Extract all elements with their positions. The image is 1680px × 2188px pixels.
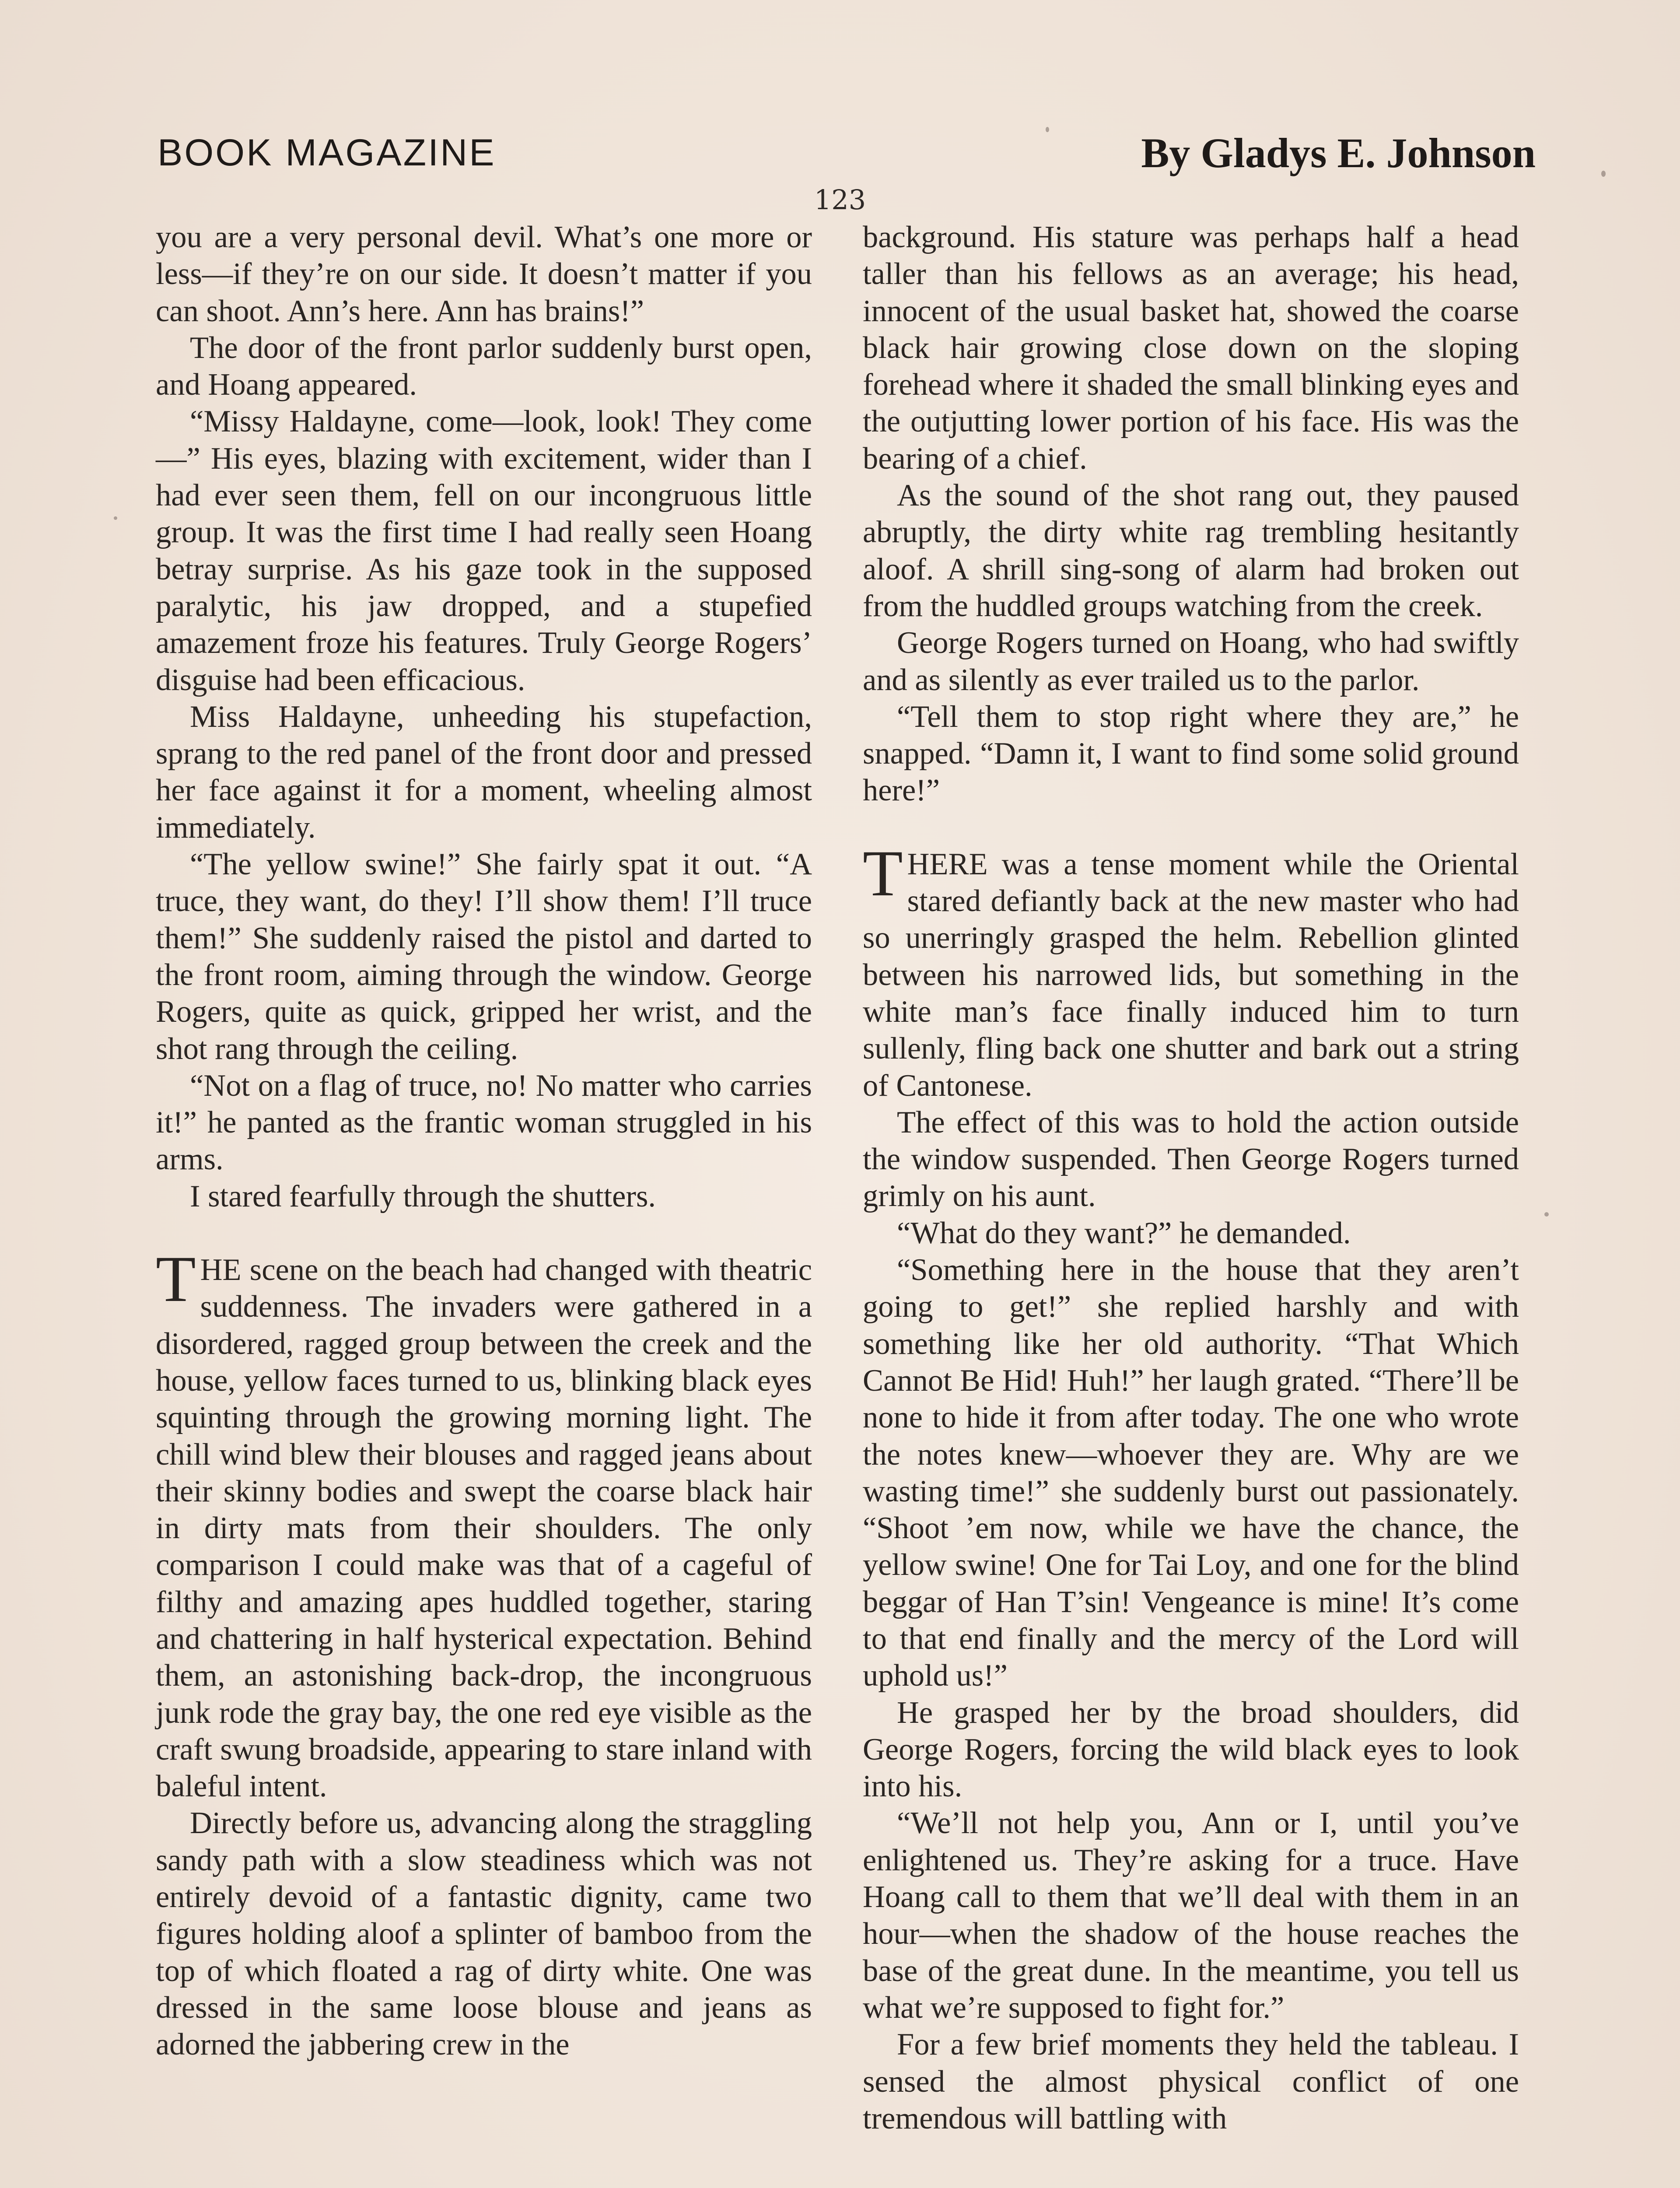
paragraph: “Not on a flag of truce, no! No matter who carries it!” he panted as the frantic woman struggled in his arms.	[156, 1068, 812, 1177]
paragraph: George Rogers turned on Hoang, who had swiftly and as silently as ever trailed us to the parlor.	[863, 626, 1519, 697]
paper-speck	[1544, 1212, 1549, 1217]
paragraph: background. His stature was perhaps half a head taller than his fellows as an average; his head, innocent of the usual basket hat, showed the coarse black hair growing close down on the sloping forehead where it shaded the small blinking eyes and the outjutting lower portion of his face. His was the bearing of a chief.	[863, 220, 1519, 476]
paragraph: “What do they want?” he demanded.	[897, 1216, 1351, 1250]
paragraph: “Missy Haldayne, come—look, look! They come—” His eyes, blazing with excitement, wider than I had ever seen them, fell on our incongruous little group. It was the first time I had really seen Hoang betray surprise. As his gaze took in the supposed paralytic, his jaw dropped, and a stupefied amazement froze his features. Truly George Rogers’ disguise had been efficacious.	[156, 404, 812, 697]
paragraph: Directly before us, advancing along the straggling sandy path with a slow steadiness which was not entirely devoid of a fantastic dignity, came two figures holding aloof a splinter of bamboo from the top of which floated a rag of dirty white. One was dressed in the same loose blouse and jeans as adorned the jabbering crew in the	[156, 1806, 812, 2062]
paragraph: you are a very personal devil. What’s one more or less—if they’re on our side. It doesn’t matter if you can shoot. Ann’s here. Ann has brains!”	[156, 220, 812, 328]
paragraph: “The yellow swine!” She fairly spat it out. “A truce, they want, do they! I’ll show them! I’ll truce them!” She suddenly raised the pistol and darted to the front room, aiming through the window. George Rogers, quite as quick, gripped her wrist, and the shot rang through the ceiling.	[156, 847, 812, 1066]
paragraph: The door of the front parlor suddenly burst open, and Hoang appeared.	[156, 330, 812, 402]
paragraph: He grasped her by the broad shoulders, did George Rogers, forcing the wild black eyes to look into his.	[863, 1695, 1519, 1804]
magazine-title: BOOK MAGAZINE	[158, 132, 496, 174]
paper-speck	[1046, 127, 1049, 132]
right-column	[863, 219, 1519, 2137]
paragraph: I stared fearfully through the shutters.	[190, 1179, 656, 1213]
paragraph: As the sound of the shot rang out, they paused abruptly, the dirty white rag trembling hesitantly aloof. A shrill sing-song of alarm had broken out from the huddled groups watching from the creek.	[863, 478, 1519, 623]
paragraph: “We’ll not help you, Ann or I, until you’ve enlightened us. They’re asking for a truce. Have Hoang call to them that we’ll deal with them in an hour—when the shadow of the house reaches the base of the great dune. In the meantime, you tell us what we’re supposed to fight for.”	[863, 1806, 1519, 2025]
left-column	[156, 219, 812, 2063]
paper-speck	[1601, 171, 1606, 177]
paragraph: The effect of this was to hold the action outside the window suspended. Then George Rogers turned grimly on his aunt.	[863, 1105, 1519, 1213]
page-number: 123	[814, 184, 866, 216]
paragraph: Miss Haldayne, unheeding his stupefaction, sprang to the red panel of the front door and pressed her face against it for a moment, wheeling almost immediately.	[156, 699, 812, 845]
page-header	[158, 131, 1536, 193]
section-start-paragraph: THE scene on the beach had changed with theatric suddenness. The invaders were gathered in a disordered, ragged group between the creek and the house, yellow faces turned to us, blinking black eyes squinting through the growing morning light. The chill wind blew their blouses and ragged jeans about their skinny bodies and swept the coarse black hair in dirty mats from their shoulders. The only comparison I could make was that of a cageful of filthy and amazing apes huddled together, staring and chattering in half hysterical expectation. Behind them, an astonishing back-drop, the incongruous junk rode the gray bay, the one red eye visible as the craft swung broadside, appearing to stare inland with baleful intent.	[156, 1243, 812, 1804]
section-start-paragraph: THERE was a tense moment while the Oriental stared defiantly back at the new master who had so unerringly grasped the helm. Rebellion glinted between his narrowed lids, but something in the white man’s face finally induced him to turn sullenly, fling back one shutter and bark out a string of Cantonese.	[863, 837, 1519, 1103]
paragraph: For a few brief moments they held the tableau. I sensed the almost physical conflict of one tremendous will battling with	[863, 2027, 1519, 2135]
paragraph: “Tell them to stop right where they are,” he snapped. “Damn it, I want to find some solid ground here!”	[863, 699, 1519, 808]
paper-speck	[114, 516, 117, 520]
paragraph: “Something here in the house that they aren’t going to get!” she replied harshly and with something like her old authority. “That Which Cannot Be Hid! Huh!” her laugh grated. “There’ll be none to hide it from after today. The one who wrote the notes knew—whoever they are. Why are we wasting time!” she suddenly burst out passionately. “Shoot ’em now, while we have the chance, the yellow swine! One for Tai Loy, and one for the blind beggar of Han T’sin! Vengeance is mine! It’s come to that end finally and the mercy of the Lord will uphold us!”	[863, 1253, 1519, 1693]
author-byline: By Gladys E. Johnson	[1141, 130, 1536, 176]
